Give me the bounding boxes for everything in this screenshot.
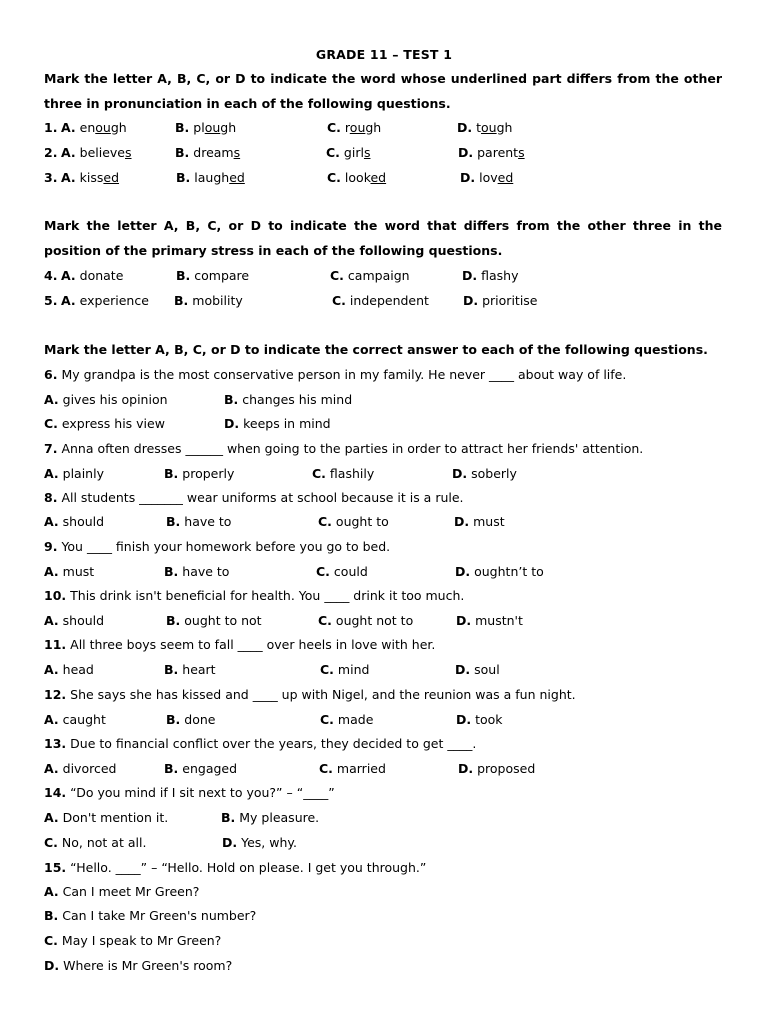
- answer-option: [457, 118, 512, 138]
- answer-option: [44, 759, 116, 779]
- option-text-part: parent: [477, 145, 519, 160]
- option-letter: A.: [44, 712, 59, 727]
- option-letter: D.: [452, 466, 468, 481]
- answer-option: [320, 660, 369, 680]
- option-letter: B.: [164, 761, 179, 776]
- question-stem: [44, 685, 576, 705]
- option-letter: C.: [320, 712, 334, 727]
- option-letter: D.: [463, 293, 479, 308]
- option-text: express his view: [61, 416, 165, 431]
- option-letter: D.: [222, 835, 238, 850]
- question-stem: [44, 734, 476, 754]
- answer-option: [326, 143, 370, 163]
- option-letter: A.: [44, 761, 59, 776]
- option-text-part: gh: [496, 120, 513, 135]
- option-letter: B.: [175, 145, 190, 160]
- option-letter: B.: [44, 908, 59, 923]
- option-text: engaged: [182, 761, 238, 776]
- option-text: gives his opinion: [62, 392, 168, 407]
- answer-option: [61, 168, 119, 188]
- option-text: flashily: [329, 466, 375, 481]
- option-text: caught: [62, 712, 106, 727]
- question-text: All students _______ wear uniforms at school because it is a rule.: [61, 490, 464, 505]
- section-1-instruction: Mark the letter A, B, C, or D to indicate the word whose underlined part differs from the other three in pronunciation in each of the following questions.: [44, 71, 722, 111]
- option-letter: D.: [462, 268, 478, 283]
- option-text: heart: [182, 662, 216, 677]
- option-letter: C.: [44, 416, 58, 431]
- option-letter: B.: [224, 392, 239, 407]
- option-text: keeps in mind: [243, 416, 331, 431]
- question-text: You ____ finish your homework before you go to bed.: [61, 539, 391, 554]
- option-text: divorced: [62, 761, 117, 776]
- option-text: plainly: [62, 466, 104, 481]
- option-letter: B.: [176, 170, 191, 185]
- answer-option: [330, 266, 410, 286]
- option-letter: D.: [455, 662, 471, 677]
- answer-option: [452, 464, 517, 484]
- answer-option: [164, 464, 234, 484]
- option-letter: D.: [458, 761, 474, 776]
- answer-option: [327, 168, 386, 188]
- option-text: flashy: [481, 268, 519, 283]
- answer-option: [44, 931, 221, 951]
- option-letter: D.: [224, 416, 240, 431]
- option-text: properly: [182, 466, 235, 481]
- answer-option: [44, 906, 256, 926]
- question-stem: [44, 488, 464, 508]
- underlined-part: s: [125, 145, 132, 160]
- underlined-part: ed: [229, 170, 245, 185]
- option-text: have to: [182, 564, 230, 579]
- answer-option: [176, 168, 245, 188]
- answer-option: [164, 660, 216, 680]
- option-letter: A.: [44, 564, 59, 579]
- option-text-part: pl: [193, 120, 205, 135]
- option-letter: A.: [44, 884, 59, 899]
- underlined-part: ou: [481, 120, 497, 135]
- question-text: She says she has kissed and ____ up with Nigel, and the reunion was a fun night.: [70, 687, 576, 702]
- question-text: All three boys seem to fall ____ over heels in love with her.: [70, 637, 436, 652]
- answer-option: [458, 759, 535, 779]
- question-number: 4.: [44, 268, 58, 283]
- option-text: soberly: [471, 466, 517, 481]
- answer-option: [44, 512, 104, 532]
- answer-option: [166, 710, 215, 730]
- option-text: married: [336, 761, 386, 776]
- answer-option: [319, 759, 386, 779]
- answer-option: [164, 759, 237, 779]
- answer-option: [316, 562, 368, 582]
- option-text-part: lov: [479, 170, 498, 185]
- answer-option: [312, 464, 374, 484]
- answer-option: [44, 464, 104, 484]
- option-letter: C.: [320, 662, 334, 677]
- answer-option: [44, 882, 199, 902]
- option-text: soul: [474, 662, 500, 677]
- underlined-part: s: [233, 145, 241, 160]
- answer-option: [166, 611, 262, 631]
- option-letter: A.: [61, 145, 76, 160]
- option-letter: B.: [166, 613, 181, 628]
- option-text-part: gh: [220, 120, 237, 135]
- option-text: changes his mind: [242, 392, 353, 407]
- option-text: must: [473, 514, 505, 529]
- option-letter: D.: [454, 514, 470, 529]
- question-number: 8.: [44, 490, 58, 505]
- question-text: My grandpa is the most conservative person in my family. He never ____ about way of life.: [61, 367, 627, 382]
- option-letter: C.: [319, 761, 333, 776]
- option-text: prioritise: [482, 293, 538, 308]
- option-text: should: [62, 514, 105, 529]
- option-letter: C.: [316, 564, 330, 579]
- answer-option: [164, 562, 229, 582]
- answer-option: [456, 710, 503, 730]
- option-text: took: [475, 712, 503, 727]
- answer-option: [175, 143, 240, 163]
- option-text: Where is Mr Green's room?: [63, 958, 233, 973]
- answer-option: [61, 118, 127, 138]
- option-letter: B.: [164, 466, 179, 481]
- answer-option: [176, 266, 249, 286]
- answer-option: [222, 833, 297, 853]
- answer-option: [44, 833, 146, 853]
- answer-option: [44, 660, 94, 680]
- option-letter: D.: [460, 170, 476, 185]
- answer-option: [166, 512, 231, 532]
- answer-option: [221, 808, 319, 828]
- question-stem: [44, 537, 390, 557]
- question-text: “Do you mind if I sit next to you?” – “____”: [70, 785, 335, 800]
- underlined-part: ou: [95, 120, 111, 135]
- option-text: ought to: [335, 514, 389, 529]
- option-text: ought to not: [184, 613, 262, 628]
- option-letter: C.: [312, 466, 326, 481]
- option-letter: C.: [327, 170, 341, 185]
- answer-option: [332, 291, 429, 311]
- option-letter: A.: [61, 170, 76, 185]
- option-text: Don't mention it.: [62, 810, 169, 825]
- answer-option: [224, 414, 331, 434]
- answer-option: [44, 808, 168, 828]
- option-letter: B.: [166, 712, 181, 727]
- option-letter: B.: [174, 293, 189, 308]
- question-stem: [44, 365, 626, 385]
- option-letter: D.: [456, 712, 472, 727]
- option-text: ought not to: [335, 613, 414, 628]
- option-letter: C.: [326, 145, 340, 160]
- option-text-part: t: [476, 120, 482, 135]
- option-letter: A.: [61, 268, 76, 283]
- option-text-part: kiss: [79, 170, 104, 185]
- option-text: proposed: [477, 761, 536, 776]
- option-text: mustn't: [475, 613, 523, 628]
- answer-option: [44, 562, 94, 582]
- option-letter: B.: [166, 514, 181, 529]
- option-letter: C.: [332, 293, 346, 308]
- option-text: Yes, why.: [241, 835, 297, 850]
- option-letter: B.: [221, 810, 236, 825]
- option-letter: C.: [44, 933, 58, 948]
- option-text: could: [333, 564, 368, 579]
- option-letter: B.: [164, 662, 179, 677]
- option-letter: B.: [175, 120, 190, 135]
- option-text-part: r: [344, 120, 350, 135]
- answer-option: [224, 390, 352, 410]
- option-letter: A.: [44, 662, 59, 677]
- question-number: 14.: [44, 785, 67, 800]
- option-letter: A.: [44, 810, 59, 825]
- section-3-instruction: Mark the letter A, B, C, or D to indicate the correct answer to each of the following questions.: [44, 342, 708, 357]
- answer-option: [320, 710, 373, 730]
- answer-option: [61, 266, 123, 286]
- answer-option: [318, 611, 413, 631]
- option-letter: A.: [44, 613, 59, 628]
- answer-option: [456, 611, 523, 631]
- answer-option: [44, 414, 165, 434]
- question-number: 13.: [44, 736, 67, 751]
- option-letter: A.: [44, 514, 59, 529]
- question-number: 9.: [44, 539, 58, 554]
- answer-option: [44, 710, 106, 730]
- answer-option: [327, 118, 381, 138]
- question-stem: [44, 586, 464, 606]
- underlined-part: ou: [349, 120, 366, 135]
- option-letter: A.: [44, 392, 59, 407]
- option-letter: D.: [456, 613, 472, 628]
- question-text: “Hello. ____” – “Hello. Hold on please. I get you through.”: [70, 860, 427, 875]
- answer-option: [463, 291, 538, 311]
- underlined-part: ed: [370, 170, 387, 185]
- option-letter: C.: [330, 268, 344, 283]
- underlined-part: ou: [204, 120, 221, 135]
- option-text: mind: [337, 662, 370, 677]
- question-text: Due to financial conflict over the years, they decided to get ____.: [70, 736, 477, 751]
- question-stem: [44, 439, 643, 459]
- question-number: 6.: [44, 367, 58, 382]
- answer-option: [175, 118, 236, 138]
- question-number: 5.: [44, 293, 58, 308]
- option-letter: A.: [61, 293, 76, 308]
- question-number: 7.: [44, 441, 58, 456]
- answer-option: [44, 956, 232, 976]
- option-letter: D.: [457, 120, 473, 135]
- option-text-part: gh: [365, 120, 382, 135]
- option-text: No, not at all.: [61, 835, 147, 850]
- option-text: Can I meet Mr Green?: [62, 884, 200, 899]
- option-text: experience: [79, 293, 149, 308]
- option-letter: D.: [455, 564, 471, 579]
- question-number: 11.: [44, 637, 67, 652]
- option-text: campaign: [347, 268, 410, 283]
- answer-option: [44, 390, 168, 410]
- option-letter: D.: [44, 958, 60, 973]
- answer-option: [460, 168, 513, 188]
- option-text-part: dream: [193, 145, 234, 160]
- option-text: mobility: [192, 293, 243, 308]
- option-text-part: gh: [110, 120, 127, 135]
- question-number: 3.: [44, 170, 58, 185]
- underlined-part: ed: [103, 170, 120, 185]
- answer-option: [455, 562, 544, 582]
- option-letter: C.: [327, 120, 341, 135]
- option-letter: A.: [61, 120, 76, 135]
- option-text: donate: [79, 268, 124, 283]
- question-number: 15.: [44, 860, 67, 875]
- question-number: 1.: [44, 120, 58, 135]
- question-text: Anna often dresses ______ when going to the parties in order to attract her friends' attention.: [61, 441, 644, 456]
- option-text-part: look: [344, 170, 371, 185]
- answer-option: [458, 143, 525, 163]
- answer-option: [61, 291, 149, 311]
- question-stem: [44, 635, 435, 655]
- question-number: 2.: [44, 145, 58, 160]
- option-text: have to: [184, 514, 232, 529]
- option-letter: C.: [318, 514, 332, 529]
- page-title: GRADE 11 – TEST 1: [315, 47, 453, 62]
- option-text: done: [184, 712, 216, 727]
- option-text: May I speak to Mr Green?: [61, 933, 222, 948]
- question-stem: [44, 783, 335, 803]
- option-letter: B.: [176, 268, 191, 283]
- underlined-part: s: [518, 145, 525, 160]
- option-letter: A.: [44, 466, 59, 481]
- option-text: Can I take Mr Green's number?: [62, 908, 257, 923]
- section-2-instruction: Mark the letter A, B, C, or D to indicate the word that differs from the other three in the position of the primary stress in each of the following questions.: [44, 218, 722, 258]
- option-text: made: [337, 712, 374, 727]
- question-number: 12.: [44, 687, 67, 702]
- option-text: head: [62, 662, 94, 677]
- option-text: oughtn’t to: [474, 564, 544, 579]
- answer-option: [61, 143, 132, 163]
- option-letter: B.: [164, 564, 179, 579]
- option-text-part: laugh: [194, 170, 230, 185]
- option-letter: D.: [458, 145, 474, 160]
- option-text: compare: [194, 268, 250, 283]
- question-number: 10.: [44, 588, 67, 603]
- answer-option: [454, 512, 505, 532]
- option-text-part: believe: [79, 145, 125, 160]
- question-stem: [44, 858, 426, 878]
- option-text: must: [62, 564, 95, 579]
- option-letter: C.: [318, 613, 332, 628]
- option-text-part: girl: [343, 145, 364, 160]
- underlined-part: ed: [497, 170, 514, 185]
- question-text: This drink isn't beneficial for health. You ____ drink it too much.: [70, 588, 465, 603]
- option-text: My pleasure.: [239, 810, 320, 825]
- option-text: should: [62, 613, 105, 628]
- underlined-part: s: [363, 145, 371, 160]
- answer-option: [462, 266, 518, 286]
- answer-option: [318, 512, 389, 532]
- option-text-part: en: [79, 120, 96, 135]
- answer-option: [455, 660, 500, 680]
- answer-option: [174, 291, 243, 311]
- option-letter: C.: [44, 835, 58, 850]
- option-text: independent: [349, 293, 429, 308]
- answer-option: [44, 611, 104, 631]
